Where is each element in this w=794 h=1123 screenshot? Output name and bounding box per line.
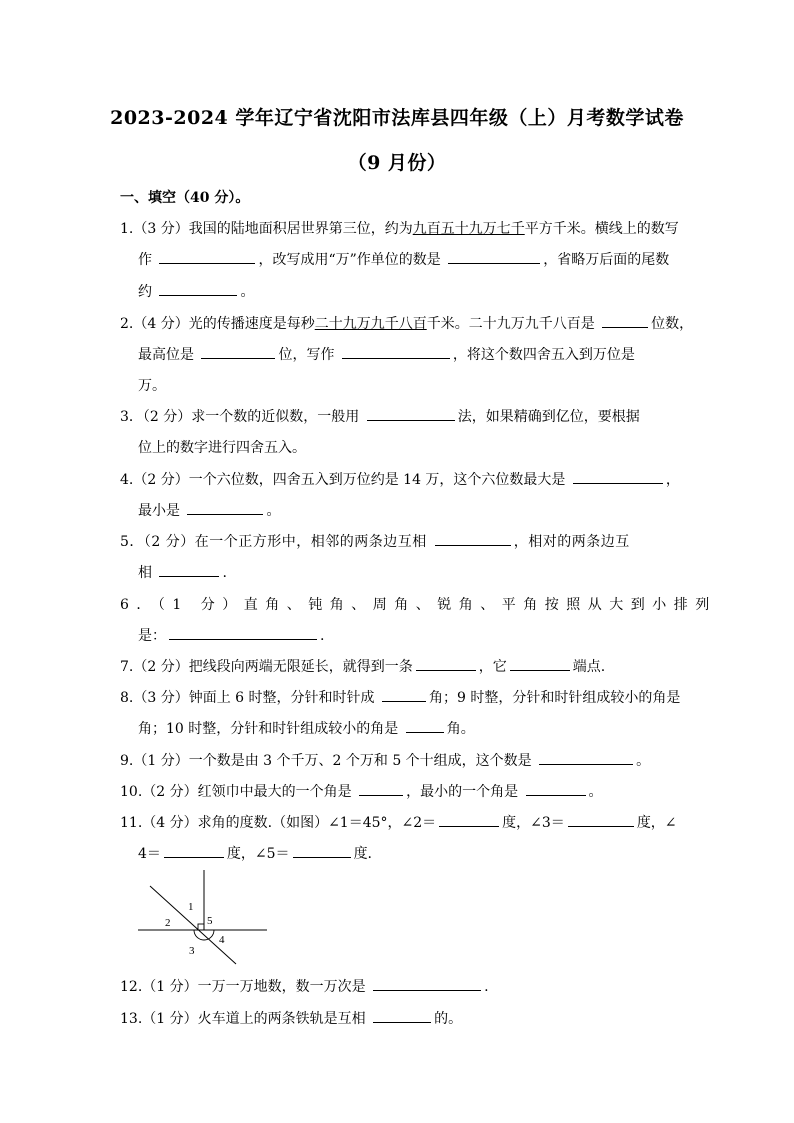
question-1-line-1: 1.（3 分）我国的陆地面积居世界第三位，约为九百五十九万七千平方千米。横线上的数写: [120, 221, 679, 237]
answer-blank[interactable]: [416, 656, 476, 671]
question-2-line-3: 万。: [138, 378, 166, 394]
answer-blank[interactable]: [510, 656, 570, 671]
angle-figure: [136, 866, 272, 968]
question-11-line-1: 11.（4 分）求角的度数.（如图）∠1＝45°，∠2＝ 度，∠3＝ 度，∠: [120, 812, 677, 832]
question-5-line-2: 相 .: [138, 562, 227, 582]
answer-blank[interactable]: [342, 344, 450, 359]
answer-blank[interactable]: [367, 406, 455, 421]
question-1-line-3: 约 。: [138, 281, 254, 301]
question-8-line-1: 8.（3 分）钟面上 6 时整，分针和时针成 角；9 时整，分针和时针组成较小的角是: [120, 687, 680, 707]
section-heading: 一、填空（40 分）。: [120, 190, 250, 206]
answer-blank[interactable]: [573, 469, 663, 484]
angle-label-1: 1: [188, 901, 194, 913]
exam-title: 2023-2024 学年辽宁省沈阳市法库县四年级（上）月考数学试卷: [110, 107, 684, 129]
question-12-line-1: 12.（1 分）一万一万地数，数一万次是 .: [120, 976, 489, 996]
answer-blank[interactable]: [169, 625, 317, 640]
question-7-line-1: 7.（2 分）把线段向两端无限延长，就得到一条 ，它 端点.: [120, 656, 605, 676]
question-9-line-1: 9.（1 分）一个数是由 3 个千万、2 个万和 5 个十组成，这个数是 。: [120, 750, 650, 770]
question-2-line-2: 最高位是 位，写作 ，将这个数四舍五入到万位是: [138, 344, 635, 364]
answer-blank[interactable]: [159, 562, 219, 577]
exam-subtitle: （9 月份）: [347, 152, 447, 174]
answer-blank[interactable]: [373, 976, 481, 991]
question-3-line-2: 位上的数字进行四舍五入。: [138, 440, 306, 456]
question-8-line-2: 角；10 时整，分针和时针组成较小的角是 角。: [138, 718, 475, 738]
angle-label-4: 4: [219, 934, 225, 946]
question-11-line-2: 4＝ 度，∠5＝ 度.: [138, 843, 372, 863]
right-angle-mark: [198, 924, 204, 930]
answer-blank[interactable]: [435, 531, 511, 546]
answer-blank[interactable]: [164, 843, 224, 858]
question-4-line-2: 最小是 。: [138, 500, 280, 520]
question-10-line-1: 10.（2 分）红领巾中最大的一个角是 ，最小的一个角是 。: [120, 781, 603, 801]
question-6-line-1: 6．（1 分）直角、钝角、周角、锐角、平角按照从大到小排列: [120, 597, 717, 613]
question-13-line-1: 13.（1 分）火车道上的两条铁轨是互相 的。: [120, 1008, 462, 1028]
underlined-number-text: 二十九万九千八百: [314, 316, 427, 332]
answer-blank[interactable]: [406, 718, 444, 733]
answer-blank[interactable]: [159, 281, 237, 296]
answer-blank[interactable]: [568, 812, 634, 827]
angle-label-5: 5: [207, 915, 213, 927]
underlined-number-text: 九百五十九万七千: [412, 221, 525, 237]
answer-blank[interactable]: [293, 843, 351, 858]
answer-blank[interactable]: [373, 1008, 431, 1023]
question-3-line-1: 3．（2 分）求一个数的近似数，一般用 法，如果精确到亿位，要根据: [120, 406, 640, 426]
answer-blank[interactable]: [439, 812, 499, 827]
question-1-line-2: 作 ，改写成用“万”作单位的数是 ，省略万后面的尾数: [138, 249, 669, 269]
angle-label-3: 3: [189, 945, 195, 957]
answer-blank[interactable]: [382, 687, 426, 702]
answer-blank[interactable]: [448, 249, 540, 264]
answer-blank[interactable]: [526, 781, 586, 796]
answer-blank[interactable]: [187, 500, 263, 515]
question-6-line-2: 是： .: [138, 625, 324, 645]
answer-blank[interactable]: [359, 781, 403, 796]
answer-blank[interactable]: [539, 750, 633, 765]
answer-blank[interactable]: [159, 249, 255, 264]
answer-blank[interactable]: [201, 344, 275, 359]
angle-label-2: 2: [165, 917, 171, 929]
question-2-line-1: 2.（4 分）光的传播速度是每秒二十九万九千八百千米。二十九万九千八百是 位数，: [120, 313, 693, 333]
answer-blank[interactable]: [602, 313, 648, 328]
question-4-line-1: 4.（2 分）一个六位数，四舍五入到万位约是 14 万，这个六位数最大是 ，: [120, 469, 680, 489]
question-5-line-1: 5．（2 分）在一个正方形中，相邻的两条边互相 ，相对的两条边互: [120, 531, 630, 551]
